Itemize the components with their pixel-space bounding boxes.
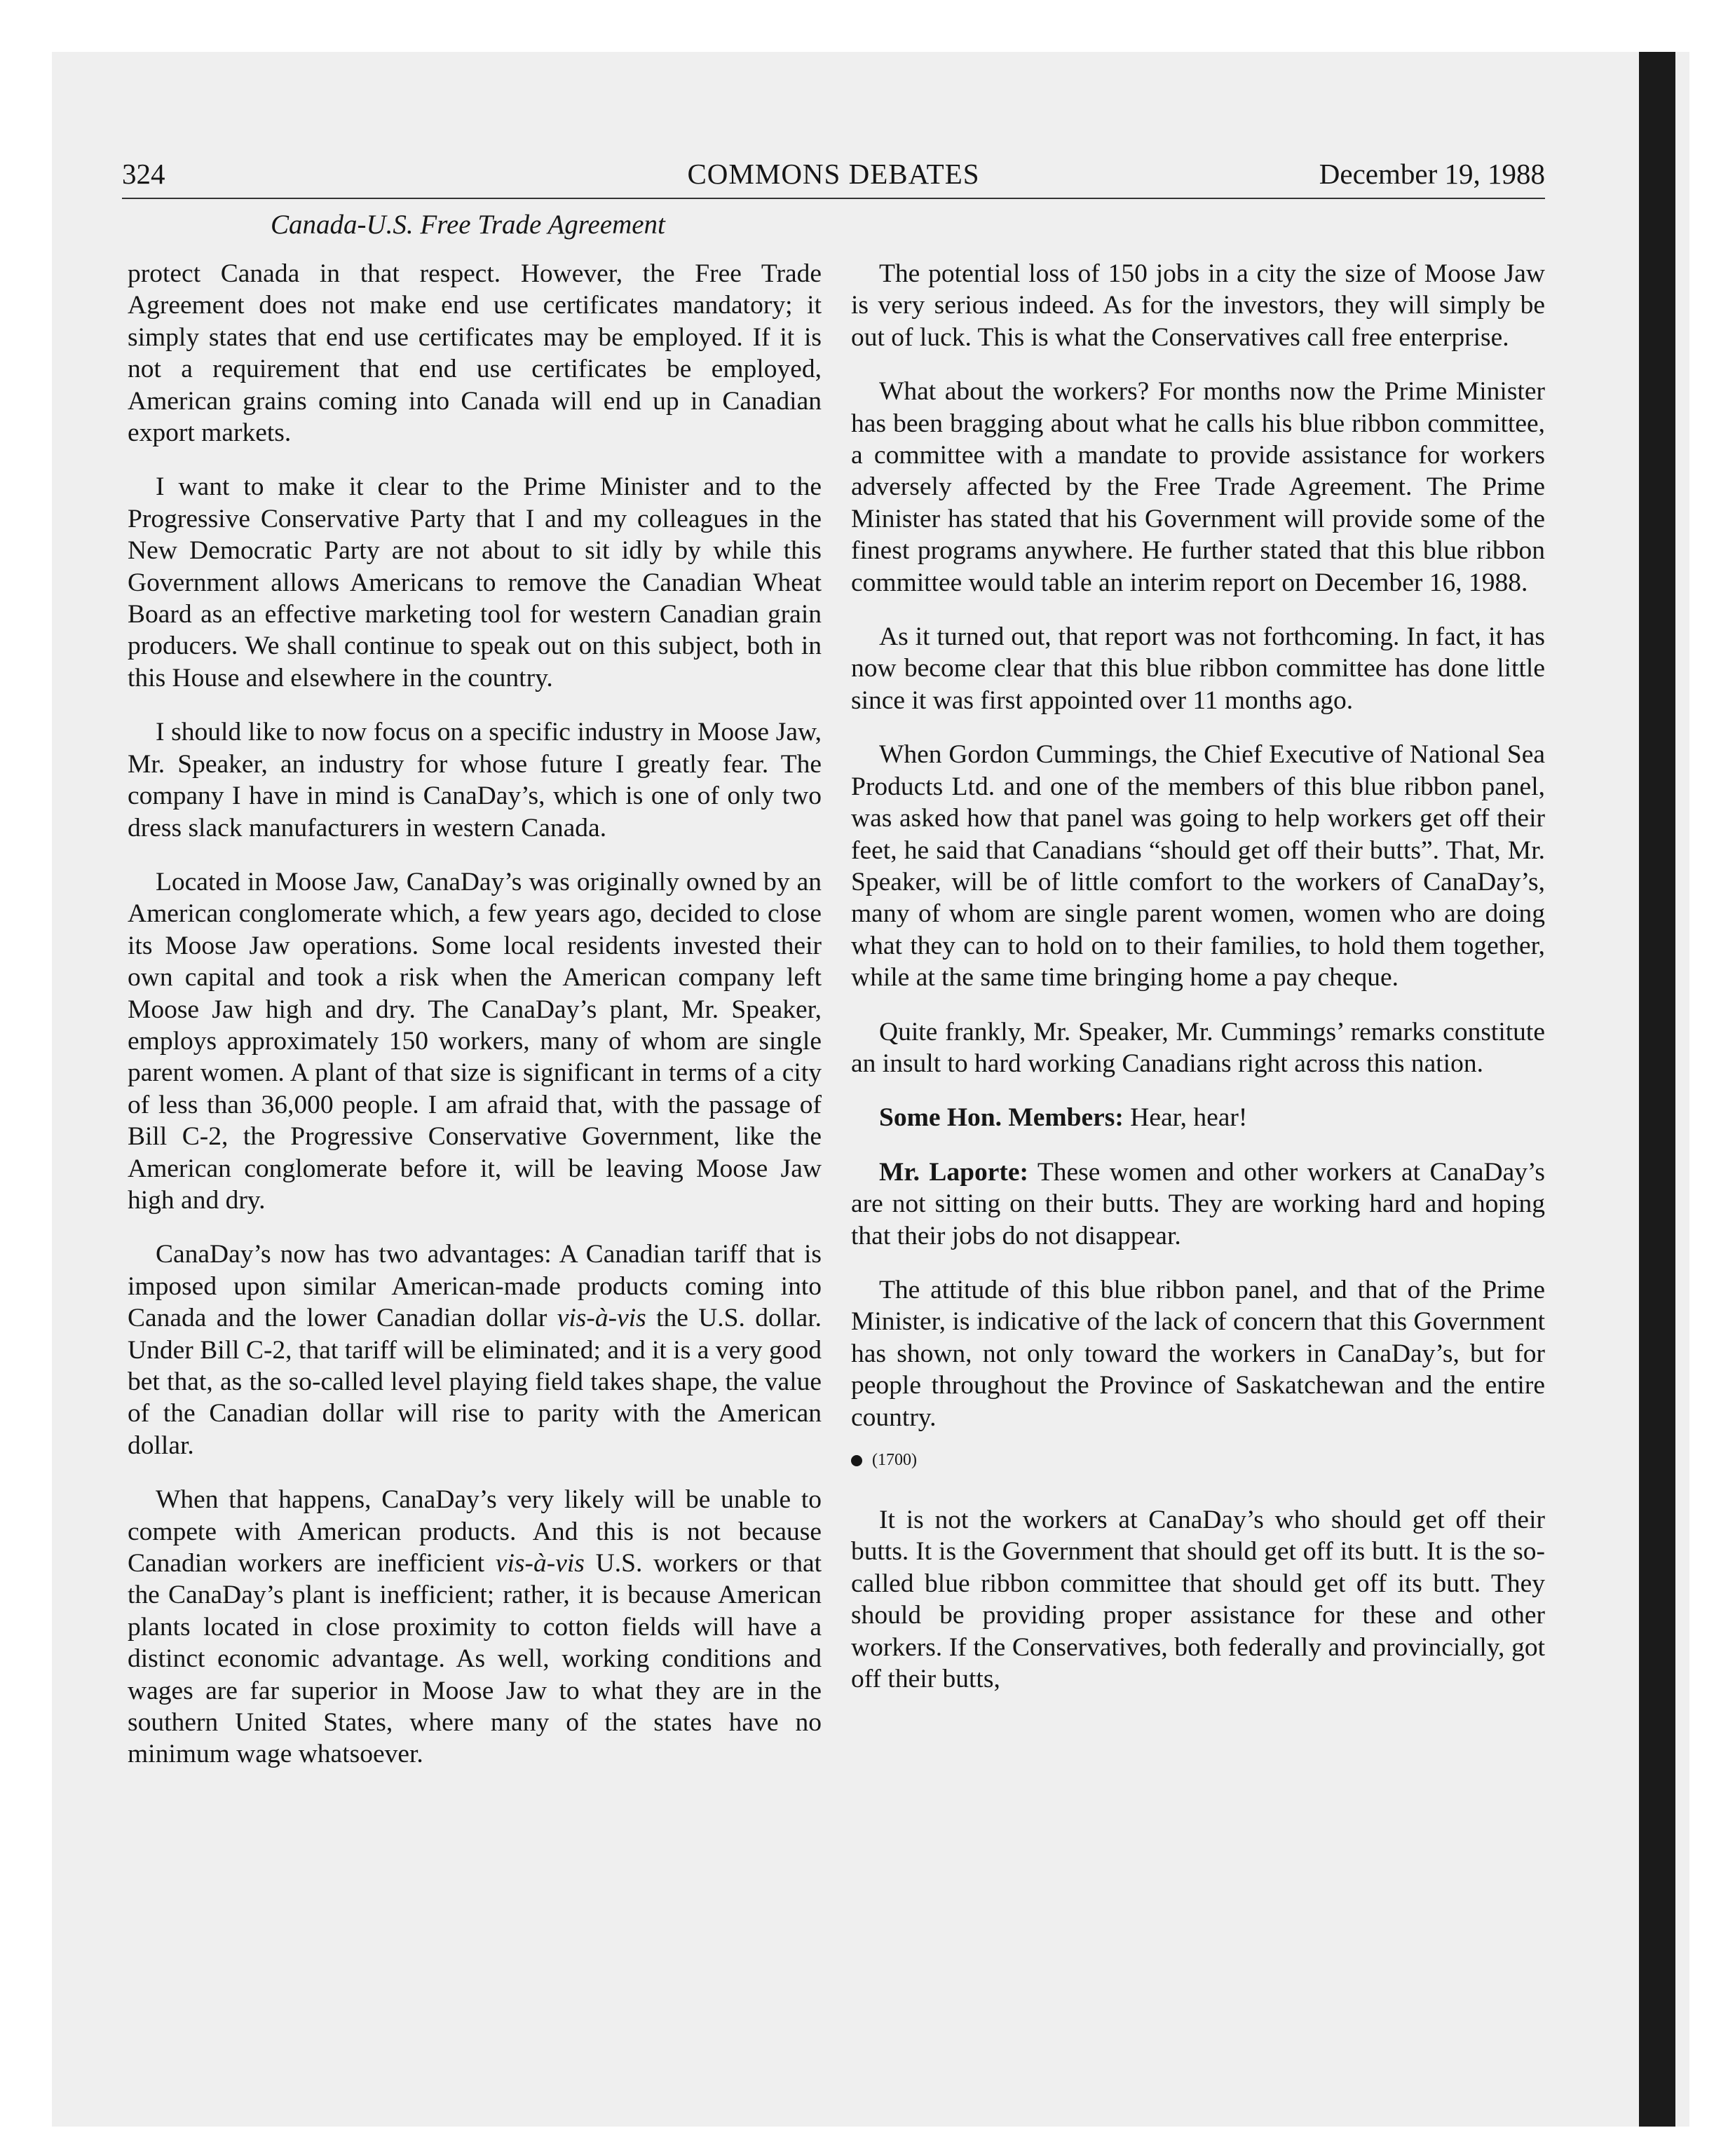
speaker-label: Some Hon. Members: xyxy=(879,1103,1124,1133)
interjection xyxy=(851,1102,1545,1133)
page-header xyxy=(122,154,1545,199)
paragraph: I want to make it clear to the Prime Minister and to the Progressive Conservative Party that I and my colleagues in the New Democratic Party are not about to sit idly by while this Government allows Americans to remove the Canadian Wheat Board as an effective marketing tool for western Canadian grain producers. We shall continue to speak out on this subject, both in this House and elsewhere in the country. xyxy=(128,472,822,692)
paragraph: What about the workers? For months now the Prime Minister has been bragging about what he calls his blue ribbon committee, a committee with a mandate to provide assistance for workers adversely affected by the Free Trade Agreement. The Prime Minister has stated that his Government will provide some of the finest programs anywhere. He further stated that this blue ribbon committee would table an interim report on December 16, 1988. xyxy=(851,377,1545,597)
time-marker xyxy=(851,1445,1545,1476)
paragraph: It is not the workers at CanaDay’s who should get off their butts. It is the Government that should get off its butt. It is the so-called blue ribbon committee that should get off its butt. They should be providing proper assistance for these and other workers. If the Conservatives, both federally and provincially, got off their butts, xyxy=(851,1506,1545,1694)
paragraph xyxy=(128,1484,822,1770)
bullet-icon xyxy=(851,1455,862,1466)
left-column xyxy=(128,258,822,1770)
paragraph: The potential loss of 150 jobs in a city the size of Moose Jaw is very serious indeed. As for the investors, they will simply be out of luck. This is what the Conservatives call free enterprise. xyxy=(851,259,1545,352)
paragraph: When Gordon Cummings, the Chief Executive of National Sea Products Ltd. and one of the members of this blue ribbon panel, was asked how that panel was going to help workers get off their feet, he said that Canadians “should get off their butts”. That, Mr. Speaker, will be of little comfort to the workers of CanaDay’s, many of whom are single parent women, women who are doing what they can to hold on to their families, to hold them together, while at the same time bringing home a pay cheque. xyxy=(851,740,1545,992)
interjection-text: Hear, hear! xyxy=(1130,1103,1248,1133)
paragraph: The attitude of this blue ribbon panel, and that of the Prime Minister, is indicative of the lack of concern that this Government has shown, not only toward the workers in CanaDay’s, but for people throughout the Province of Saskatchewan and the entire country. xyxy=(851,1275,1545,1432)
speech-text: These women and other workers at CanaDay’s are not sitting on their butts. They are working hard and hoping that their jobs do not disappear. xyxy=(851,1157,1545,1250)
time-marker-text: (1700) xyxy=(872,1451,917,1469)
paragraph: As it turned out, that report was not forthcoming. In fact, it has now become clear that this blue ribbon committee has done little since it was first appointed over 11 months ago. xyxy=(851,622,1545,715)
paragraph: I should like to now focus on a specific industry in Moose Jaw, Mr. Speaker, an industry for whose future I greatly fear. The company I have in mind is CanaDay’s, which is one of only two dress slack manufacturers in western Canada. xyxy=(128,718,822,842)
scan-edge-bar xyxy=(1639,52,1675,2127)
paragraph-text: CanaDay’s now has two advantages: A Canadian tariff that is imposed upon similar American-made products coming into Canada and the lower Canadian dollar xyxy=(128,1240,822,1333)
paragraph: Quite frankly, Mr. Speaker, Mr. Cummings’ remarks constitute an insult to hard working Canadians right across this nation. xyxy=(851,1017,1545,1078)
paragraph-text: U.S. workers or that the CanaDay’s plant is inefficient; rather, it is because American plants located in close proximity to cotton fields will have a distinct economic advantage. As well, working conditions and wages are far superior in Moose Jaw to what they are in the southern United States, where many of the states have no minimum wage whatsoever. xyxy=(128,1549,822,1769)
paragraph: Located in Moose Jaw, CanaDay’s was originally owned by an American conglomerate which, a few years ago, decided to close its Moose Jaw operations. Some local residents invested their own capital and took a risk when the American company left Moose Jaw high and dry. The CanaDay’s plant, Mr. Speaker, employs approximately 150 workers, many of whom are single parent women. A plant of that size is significant in terms of a city of less than 36,000 people. I am afraid that, with the passage of Bill C-2, the Progressive Conservative Government, like the American conglomerate before it, will be leaving Moose Jaw high and dry. xyxy=(128,867,822,1215)
italic-term: vis-à-vis xyxy=(495,1549,585,1578)
paragraph-text: the U.S. dollar. Under Bill C-2, that tariff will be eliminated; and it is a very good bet that, as the so-called level playing field takes shape, the value of the Canadian dollar will rise to parity with the American dollar. xyxy=(128,1304,822,1460)
page-number: 324 xyxy=(122,158,165,190)
paragraph xyxy=(128,1239,822,1461)
speech xyxy=(851,1157,1545,1252)
speaker-label: Mr. Laporte: xyxy=(879,1157,1029,1187)
paragraph-text: When that happens, CanaDay’s very likely will be unable to compete with American products. And this is not because Canadian workers are inefficient xyxy=(128,1485,822,1578)
right-column xyxy=(851,258,1545,1695)
paragraph: protect Canada in that respect. However, the Free Trade Agreement does not make end use certificates mandatory; it simply states that end use certificates may be employed. If it is not a requirement that end use certificates be employed, American grains coming into Canada will end up in Canadian export markets. xyxy=(128,259,822,448)
header-date: December 19, 1988 xyxy=(1319,158,1545,190)
running-head: Canada-U.S. Free Trade Agreement xyxy=(271,210,665,240)
publication-title: COMMONS DEBATES xyxy=(687,158,980,190)
italic-term: vis-à-vis xyxy=(557,1304,646,1333)
